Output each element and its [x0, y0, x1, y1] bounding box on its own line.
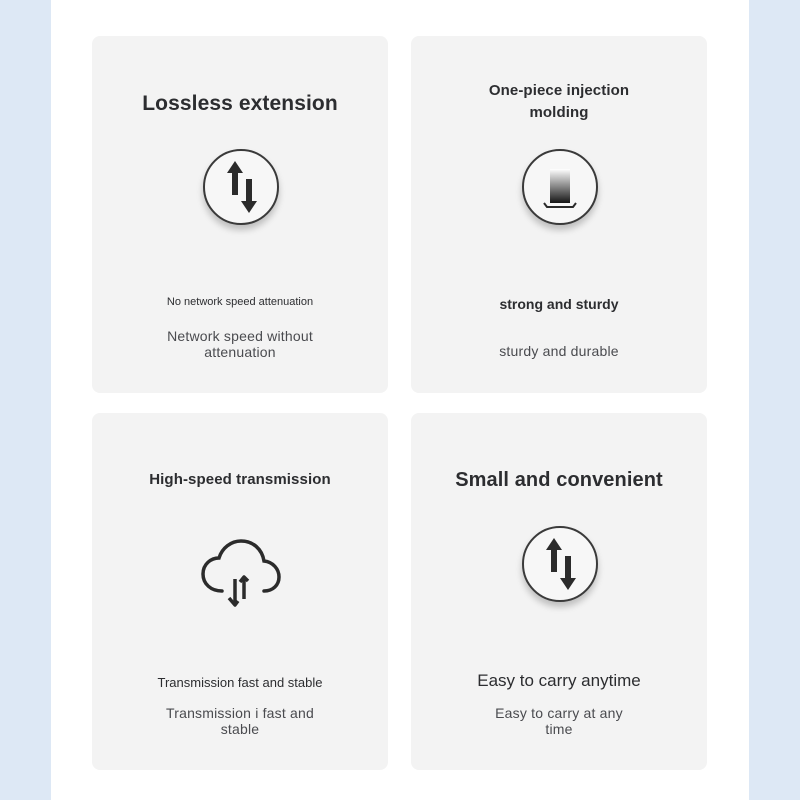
card-title: One-piece injection molding — [488, 82, 630, 121]
cloud-transfer-icon — [198, 537, 284, 609]
up-down-arrows-icon — [522, 526, 598, 602]
feature-card-lossless-extension — [92, 36, 388, 393]
card-subtitle: No network speed attenuation — [166, 296, 314, 308]
feature-panel — [51, 0, 749, 800]
card-subtitle: Easy to carry anytime — [477, 671, 641, 690]
card-description: Easy to carry at any time — [495, 705, 623, 737]
card-description: Network speed without attenuation — [167, 328, 313, 360]
card-description: Transmission i fast and stable — [165, 705, 315, 737]
card-title: Small and convenient — [455, 469, 663, 491]
feature-card-injection-molding — [411, 36, 707, 393]
feature-card-small-convenient — [411, 413, 707, 770]
card-description: sturdy and durable — [499, 343, 619, 359]
feature-card-high-speed — [92, 413, 388, 770]
card-subtitle: Transmission fast and stable — [157, 675, 323, 690]
card-subtitle: strong and sturdy — [499, 296, 619, 312]
card-title: High-speed transmission — [149, 471, 331, 488]
up-down-arrows-icon — [203, 149, 279, 225]
molded-block-icon — [522, 149, 598, 225]
card-title: Lossless extension — [142, 92, 338, 115]
